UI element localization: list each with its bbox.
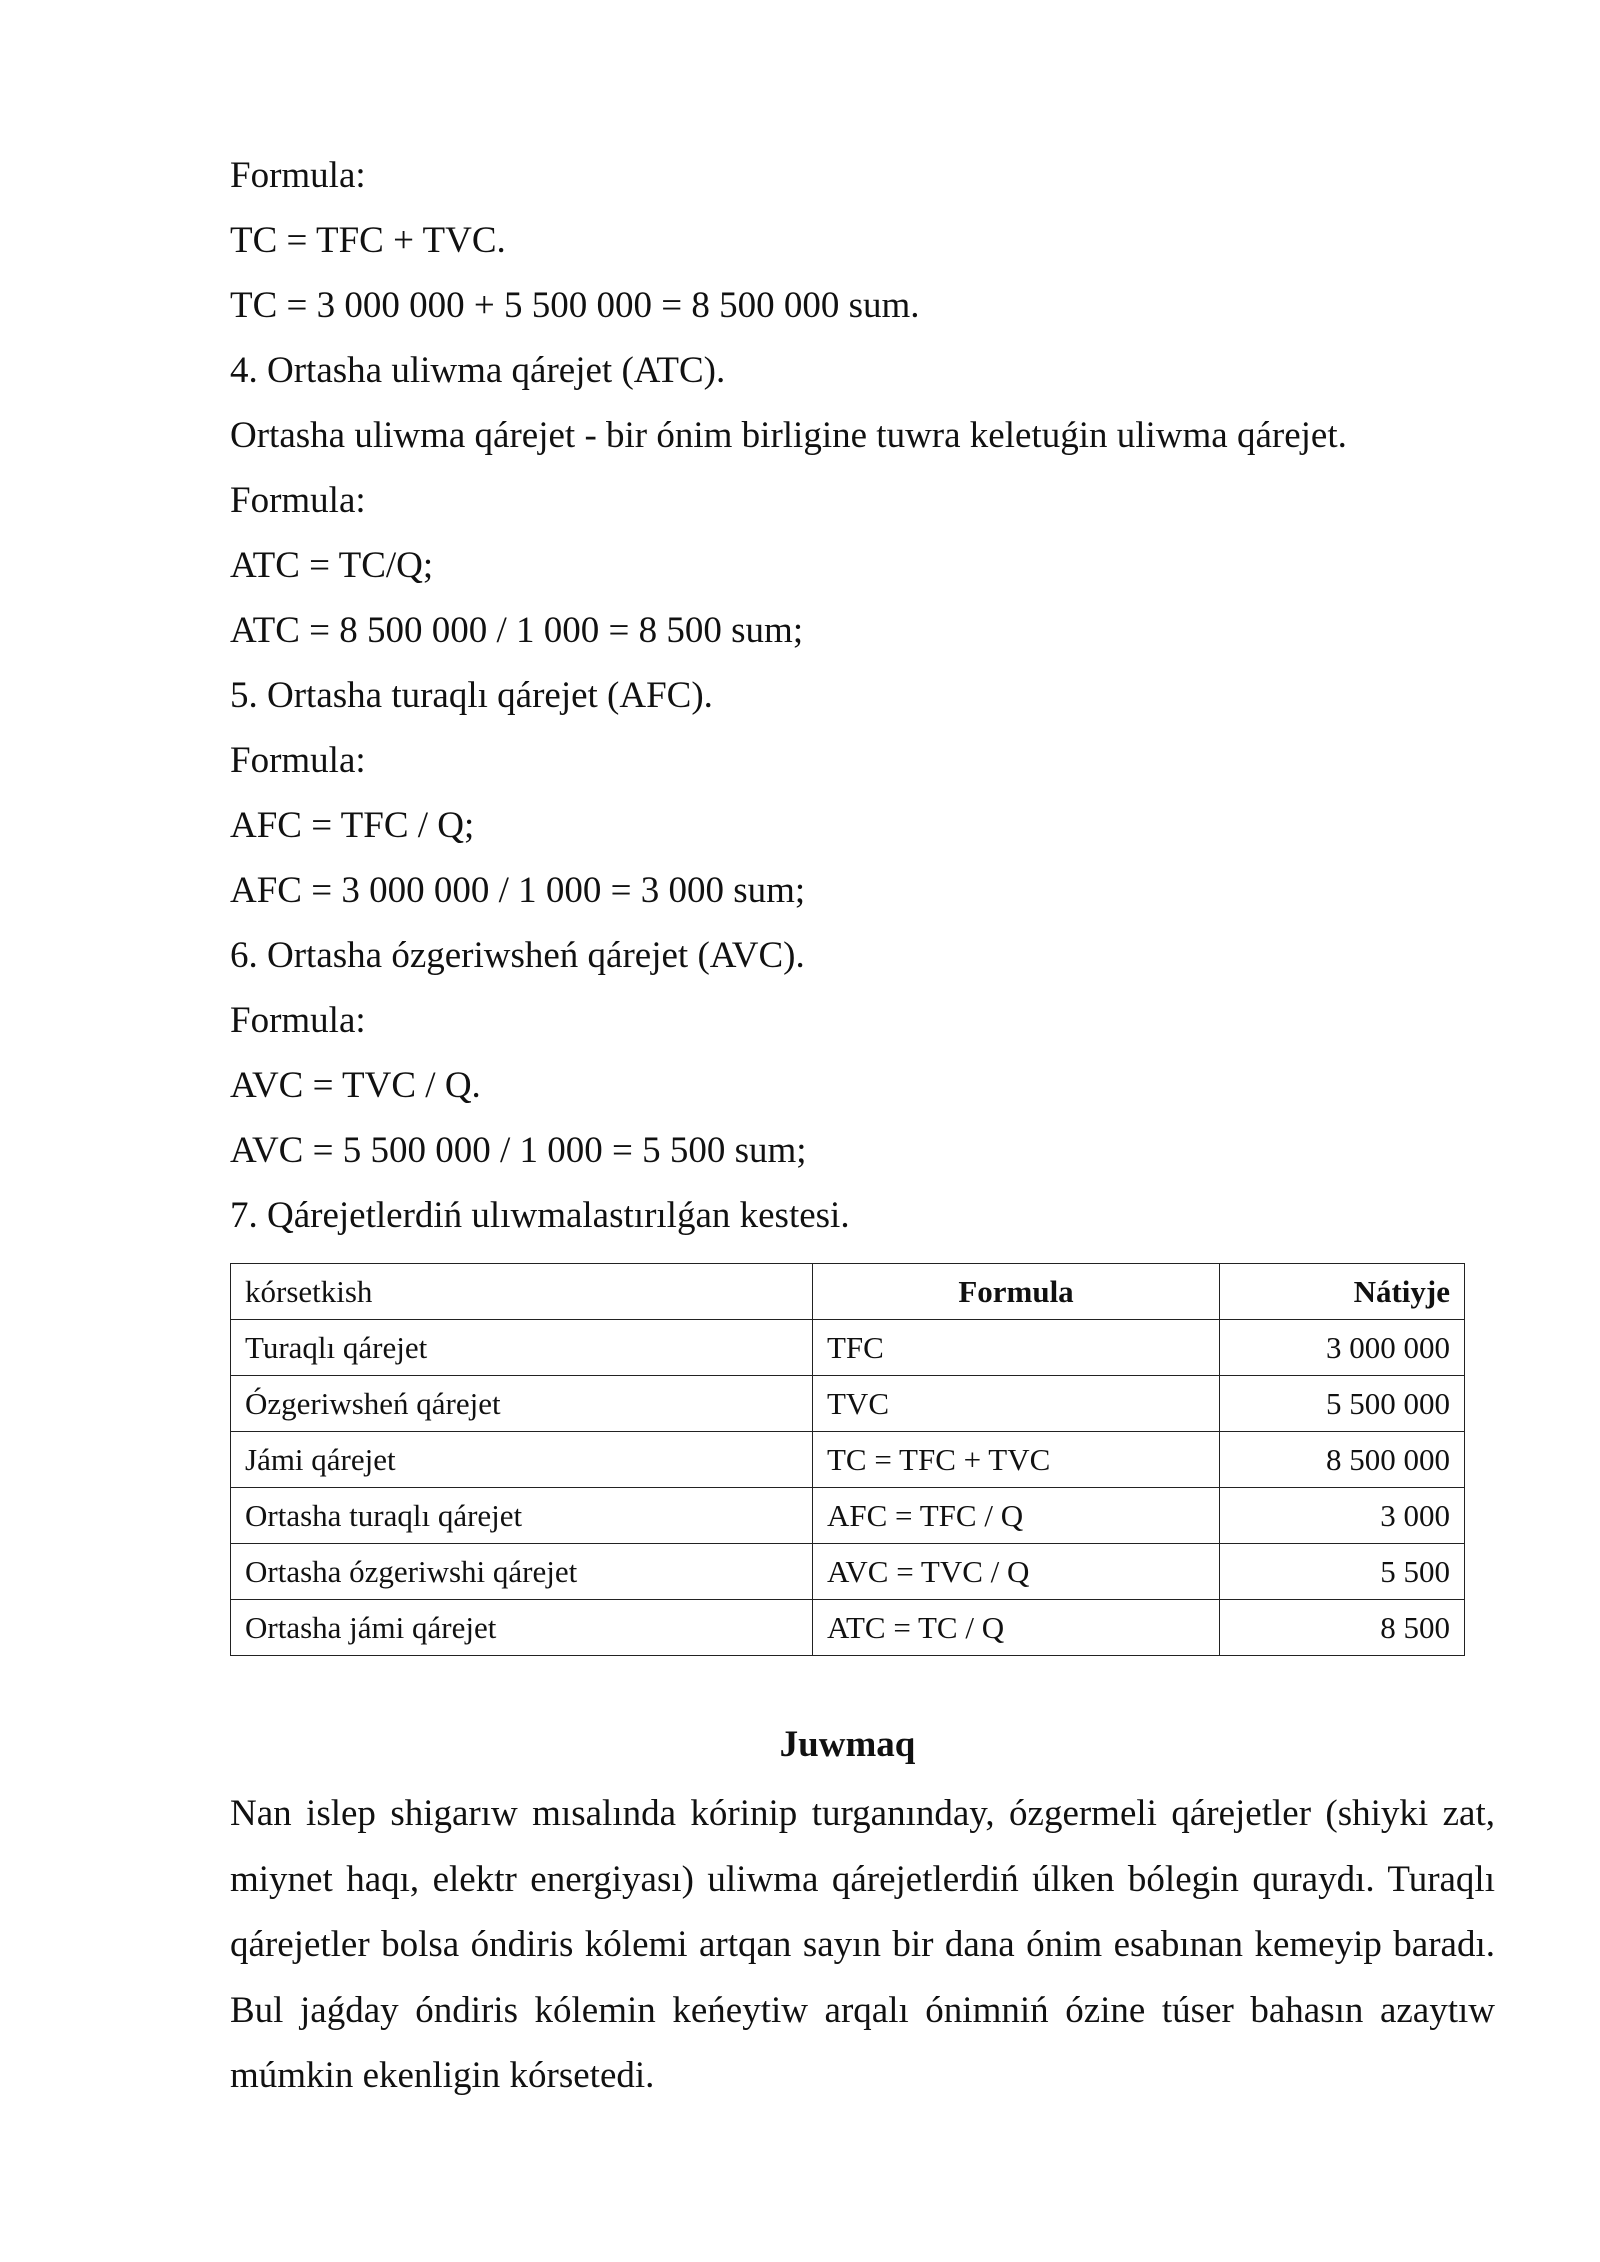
cell-result: 3 000 000 xyxy=(1220,1320,1465,1376)
cell-indicator: Ortasha jámi qárejet xyxy=(231,1600,813,1656)
tc-calculation: TC = 3 000 000 + 5 500 000 = 8 500 000 sum. xyxy=(230,285,920,326)
cell-indicator: Jámi qárejet xyxy=(231,1432,813,1488)
conclusion-paragraph: Nan islep shigarıw mısalında kórinip turganınday, ózgermeli qárejetler (shiyki zat, miynet haqı, elektr energiyası) uliwma qárejetlerdiń úlken bólegin quraydı. Turaqlı qárejetler bolsa óndiris kólemi artqan sayın bir dana ónim esabınan kemeyip baradı. Bul jaǵday óndiris kólemin keńeytiw arqalı ónimniń ózine túser bahasın azaytıw múmkin ekenligin kórsetedi. xyxy=(230,1793,1495,2096)
cell-formula: TVC xyxy=(813,1376,1220,1432)
atc-heading: 4. Ortasha uliwma qárejet (ATC). xyxy=(230,350,726,391)
cell-indicator: Ortasha turaqlı qárejet xyxy=(231,1488,813,1544)
conclusion-heading: Juwmaq xyxy=(779,1724,916,1765)
cell-result: 8 500 xyxy=(1220,1600,1465,1656)
table-row xyxy=(231,1488,1465,1544)
table-header-row xyxy=(231,1264,1465,1320)
cell-result: 3 000 xyxy=(1220,1488,1465,1544)
column-header-result: Nátiyje xyxy=(1220,1264,1465,1320)
atc-calculation: ATC = 8 500 000 / 1 000 = 8 500 sum; xyxy=(230,610,804,651)
formula-label: Formula: xyxy=(230,155,366,196)
avc-calculation: AVC = 5 500 000 / 1 000 = 5 500 sum; xyxy=(230,1130,807,1171)
avc-heading: 6. Ortasha ózgeriwsheń qárejet (AVC). xyxy=(230,935,805,976)
column-header-formula: Formula xyxy=(813,1264,1220,1320)
table-row xyxy=(231,1544,1465,1600)
table-row xyxy=(231,1320,1465,1376)
cost-summary-table xyxy=(230,1263,1465,1656)
atc-formula: ATC = TC/Q; xyxy=(230,545,434,586)
cell-indicator: Ortasha ózgeriwshi qárejet xyxy=(231,1544,813,1600)
cell-formula: AFC = TFC / Q xyxy=(813,1488,1220,1544)
cell-result: 8 500 000 xyxy=(1220,1432,1465,1488)
table-row xyxy=(231,1600,1465,1656)
table-row xyxy=(231,1432,1465,1488)
afc-formula: AFC = TFC / Q; xyxy=(230,805,475,846)
table-row xyxy=(231,1376,1465,1432)
cell-formula: AVC = TVC / Q xyxy=(813,1544,1220,1600)
column-header-indicator: kórsetkish xyxy=(231,1264,813,1320)
cell-result: 5 500 000 xyxy=(1220,1376,1465,1432)
cell-indicator: Ózgeriwsheń qárejet xyxy=(231,1376,813,1432)
cell-formula: TFC xyxy=(813,1320,1220,1376)
table-heading: 7. Qárejetlerdiń ulıwmalastırılǵan kestesi. xyxy=(230,1195,850,1236)
atc-definition: Ortasha uliwma qárejet - bir ónim birligine tuwra keletuǵin uliwma qárejet. xyxy=(230,415,1347,456)
cell-formula: TC = TFC + TVC xyxy=(813,1432,1220,1488)
cell-indicator: Turaqlı qárejet xyxy=(231,1320,813,1376)
afc-heading: 5. Ortasha turaqlı qárejet (AFC). xyxy=(230,675,713,716)
formula-label: Formula: xyxy=(230,1000,366,1041)
afc-calculation: AFC = 3 000 000 / 1 000 = 3 000 sum; xyxy=(230,870,806,911)
avc-formula: AVC = TVC / Q. xyxy=(230,1065,481,1106)
tc-formula: TC = TFC + TVC. xyxy=(230,220,506,261)
cell-formula: ATC = TC / Q xyxy=(813,1600,1220,1656)
formula-label: Formula: xyxy=(230,480,366,521)
formula-label: Formula: xyxy=(230,740,366,781)
cell-result: 5 500 xyxy=(1220,1544,1465,1600)
